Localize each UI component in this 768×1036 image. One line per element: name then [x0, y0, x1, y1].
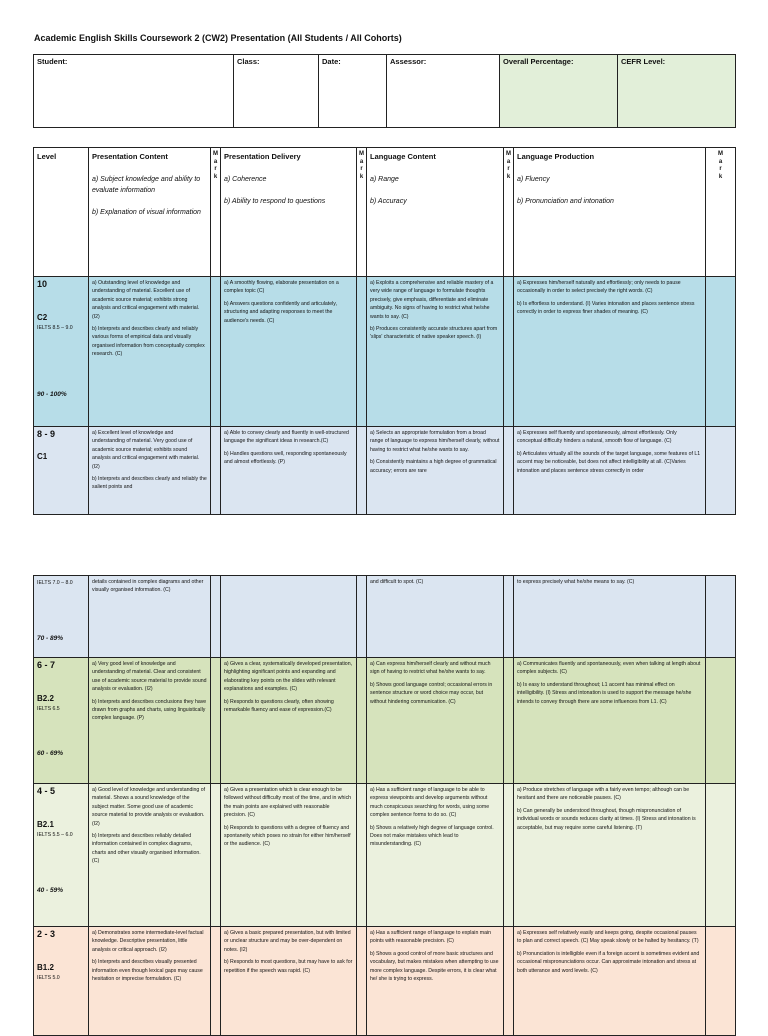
- level-2-3-delivery: a) Gives a basic prepared presentation, but with limited or unclear structure and may be over-dependent on notes. (I2) b) Responds to most questions, but may have to ask for repetition if the speech was rapid. (C): [221, 927, 357, 1036]
- level-10-language: a) Exploits a comprehensive and reliable mastery of a very wide range of language to formulate thoughts precisely, give emphasis, differentiate and eliminate ambiguity. No signs of having to restrict what he/she wants to say. (C) b) Produces consistently accurate structures apart from 'slips' characteristic of native speaker speech. (I): [367, 277, 504, 427]
- mark-cell[interactable]: [357, 784, 367, 927]
- mark-cell[interactable]: [504, 576, 514, 658]
- mark-cell[interactable]: [504, 927, 514, 1036]
- overall-percentage-field[interactable]: Overall Percentage:: [500, 55, 618, 128]
- level-8-9-production: a) Expresses self fluently and spontaneously, almost effortlessly. Only conceptual difficulty hinders a natural, smooth flow of language. (C) b) Articulates virtually all the sounds of the target language, some features of L1 accent may be noticeable, but does not affect intelligibility at all. (C)Varies intonation and places sentence stress correctly in order: [514, 427, 706, 515]
- level-10-content: a) Outstanding level of knowledge and understanding of material. Excellent use of academic source material; exhibits strong analysis and critical engagement with material. (I2) b) Interprets and describes clearly and reliably various forms of empirical data and visually organised information from conceptually complex research. (C): [89, 277, 211, 427]
- mark-cell[interactable]: [211, 576, 221, 658]
- mark-cell[interactable]: [706, 927, 736, 1036]
- production-title: Language Production: [517, 152, 595, 161]
- level-4-5-delivery: a) Gives a presentation which is clear enough to be followed without difficulty most of the time, and in which the main points are explained with reasonable precision. (C) b) Responds to questions with a degree of fluency and spontaneity which poses no strain for either him/herself or the audience. (C): [221, 784, 357, 927]
- mark-header: M a r k: [357, 148, 367, 277]
- level-8-9-cont-delivery: [221, 576, 357, 658]
- production-a: a) Fluency: [517, 176, 550, 183]
- mark-cell[interactable]: [357, 927, 367, 1036]
- mark-cell[interactable]: [211, 277, 221, 427]
- level-8-9-content: a) Excellent level of knowledge and understanding of material. Very good use of academic source material; exhibits sound analysis and critical engagement with material. (I2) b) Interprets and describes clearly and reliably the salient points and: [89, 427, 211, 515]
- mark-cell[interactable]: [504, 427, 514, 515]
- mark-cell[interactable]: [357, 576, 367, 658]
- level-2-3-content: a) Demonstrates some intermediate-level factual knowledge. Descriptive presentation, little analysis or critical approach. (I2) b) Interprets and describes visually presented information even though lexical gaps may cause hesitation or imprecise formulation. (C): [89, 927, 211, 1036]
- mark-cell[interactable]: [504, 277, 514, 427]
- mark-cell[interactable]: [706, 277, 736, 427]
- student-field[interactable]: Student:: [34, 55, 234, 128]
- production-b: b) Pronunciation and intonation: [517, 198, 614, 205]
- class-field[interactable]: Class:: [234, 55, 319, 128]
- assessor-field[interactable]: Assessor:: [387, 55, 500, 128]
- mark-header: M a r k: [211, 148, 221, 277]
- mark-cell[interactable]: [357, 658, 367, 784]
- level-8-9-cont-cell: IELTS 7.0 – 8.0 70 - 89%: [34, 576, 89, 658]
- level-8-9-language: a) Selects an appropriate formulation from a broad range of language to express him/herself clearly, without having to restrict what he/she wants to say. b) Consistently maintains a high degree of grammatical accuracy; errors are rare: [367, 427, 504, 515]
- level-4-5-content: a) Good level of knowledge and understanding of material. Shows a sound knowledge of the subject matter. Some good use of academic source material to provide analysis or evaluation. (I2) b) Interprets and describes reliably detailed information contained in complex diagrams, charts and other visually organised information. (C): [89, 784, 211, 927]
- level-8-9-cont-content: details contained in complex diagrams and other visually organised information. (C): [89, 576, 211, 658]
- level-4-5-cell: 4 - 5 B2.1 IELTS 5.5 – 6.0 40 - 59%: [34, 784, 89, 927]
- level-8-9-cont-production: to express precisely what he/she means to say. (C): [514, 576, 706, 658]
- page-title: Academic English Skills Coursework 2 (CW2) Presentation (All Students / All Cohorts): [34, 33, 402, 43]
- mark-cell[interactable]: [211, 784, 221, 927]
- mark-cell[interactable]: [211, 427, 221, 515]
- level-header: Level: [34, 148, 89, 277]
- rubric-table-page-2: [33, 575, 736, 1036]
- mark-cell[interactable]: [211, 658, 221, 784]
- level-10-cell: 10 C2 IELTS 8.5 – 9.0 90 - 100%: [34, 277, 89, 427]
- level-10-delivery: a) A smoothly flowing, elaborate presentation on a complex topic (C) b) Answers questions confidently and articulately, structuring and adapting responses to meet the audience's needs. (C): [221, 277, 357, 427]
- level-2-3-production: a) Expresses self relatively easily and keeps going, despite occasional pauses to plan and correct speech. (C) May speak slowly or be halted by hesitancy. (T) b) Pronunciation is intelligible even if a foreign accent is sometimes evident and occasional mispronunciations occur. Can approximate intonation and stress at both utterance and word levels. (C): [514, 927, 706, 1036]
- mark-cell[interactable]: [357, 277, 367, 427]
- level-6-7-cell: 6 - 7 B2.2 IELTS 6.5 60 - 69%: [34, 658, 89, 784]
- mark-cell[interactable]: [504, 784, 514, 927]
- level-2-3-language: a) Has a sufficient range of language to explain main points with reasonable precision. (C) b) Shows a good control of more basic structures and vocabulary, but makes mistakes when attempting to use more complex language. Despite errors, it is clear what he/ she is trying to express.: [367, 927, 504, 1036]
- mark-cell[interactable]: [706, 658, 736, 784]
- level-6-7-content: a) Very good level of knowledge and understanding of material. Clear and consistent use of academic source material to provide sound analysis or evaluation. (I2) b) Interprets and describes conclusions they have drawn from graphs and charts, using linguistically complex language. (P): [89, 658, 211, 784]
- level-6-7-language: a) Can express him/herself clearly and without much sign of having to restrict what he/she wants to say. b) Shows good language control; occasional errors in sentence structure or word choice may occur, but without hindering communication. (C): [367, 658, 504, 784]
- date-field[interactable]: Date:: [319, 55, 387, 128]
- content-b: b) Explanation of visual information: [92, 209, 201, 216]
- level-8-9-delivery: a) Able to convey clearly and fluently in well-structured language the significant ideas in research.(C) b) Handles questions well, responding spontaneously and almost effortlessly. (P): [221, 427, 357, 515]
- mark-cell[interactable]: [706, 576, 736, 658]
- language-a: a) Range: [370, 176, 399, 183]
- level-4-5-production: a) Produce stretches of language with a fairly even tempo; although can be hesitant and there are noticeable pauses. (C) b) Can generally be understood throughout, though mispronunciation of individual words or sounds reduces clarity at times. (I) Stress and intonation is acceptable, but may require some careful listening. (T): [514, 784, 706, 927]
- delivery-b: b) Ability to respond to questions: [224, 198, 326, 205]
- level-8-9-cont-language: and difficult to spot. (C): [367, 576, 504, 658]
- level-8-9-cell: 8 - 9 C1: [34, 427, 89, 515]
- mark-cell[interactable]: [357, 427, 367, 515]
- cefr-level-field[interactable]: CEFR Level:: [618, 55, 736, 128]
- level-2-3-cell: 2 - 3 B1.2 IELTS 5.0: [34, 927, 89, 1036]
- level-4-5-language: a) Has a sufficient range of language to be able to express viewpoints and develop arguments without much conspicuous searching for words, using some complex sentence forms to do so. (C) b) Shows a relatively high degree of language control. Does not make mistakes which lead to misunderstanding. (C): [367, 784, 504, 927]
- level-10-production: a) Expresses him/herself naturally and effortlessly; only needs to pause occasionally in order to select precisely the right words. (C) b) Is effortless to understand. (I) Varies intonation and places sentence stress correctly in order to express finer shades of meaning. (C): [514, 277, 706, 427]
- content-header: [89, 148, 211, 277]
- language-title: Language Content: [370, 152, 436, 161]
- rubric-table-page-1: [33, 147, 736, 515]
- mark-cell[interactable]: [211, 927, 221, 1036]
- mark-header: M a r k: [706, 148, 736, 277]
- level-6-7-production: a) Communicates fluently and spontaneously, even when talking at length about complex subjects. (C) b) Is easy to understand throughout; L1 accent has minimal effect on intelligibility. (I) Stress and intonation is used to support the message he/she intends to convey through there are some influences from L1. (C): [514, 658, 706, 784]
- delivery-a: a) Coherence: [224, 176, 267, 183]
- mark-header: M a r k: [504, 148, 514, 277]
- mark-cell[interactable]: [706, 427, 736, 515]
- language-header: [367, 148, 504, 277]
- mark-cell[interactable]: [504, 658, 514, 784]
- level-6-7-delivery: a) Gives a clear, systematically developed presentation, highlighting significant points and expanding and elaborating key points on the slides with relevant explanations and examples. (C) b) Responds to questions clearly, often showing remarkable fluency and ease of expression.(C): [221, 658, 357, 784]
- content-a: a) Subject knowledge and ability to evaluate information: [92, 176, 201, 194]
- delivery-title: Presentation Delivery: [224, 152, 301, 161]
- delivery-header: [221, 148, 357, 277]
- language-b: b) Accuracy: [370, 198, 407, 205]
- student-info-table: [33, 54, 736, 128]
- mark-cell[interactable]: [706, 784, 736, 927]
- content-title: Presentation Content: [92, 152, 168, 161]
- production-header: [514, 148, 706, 277]
